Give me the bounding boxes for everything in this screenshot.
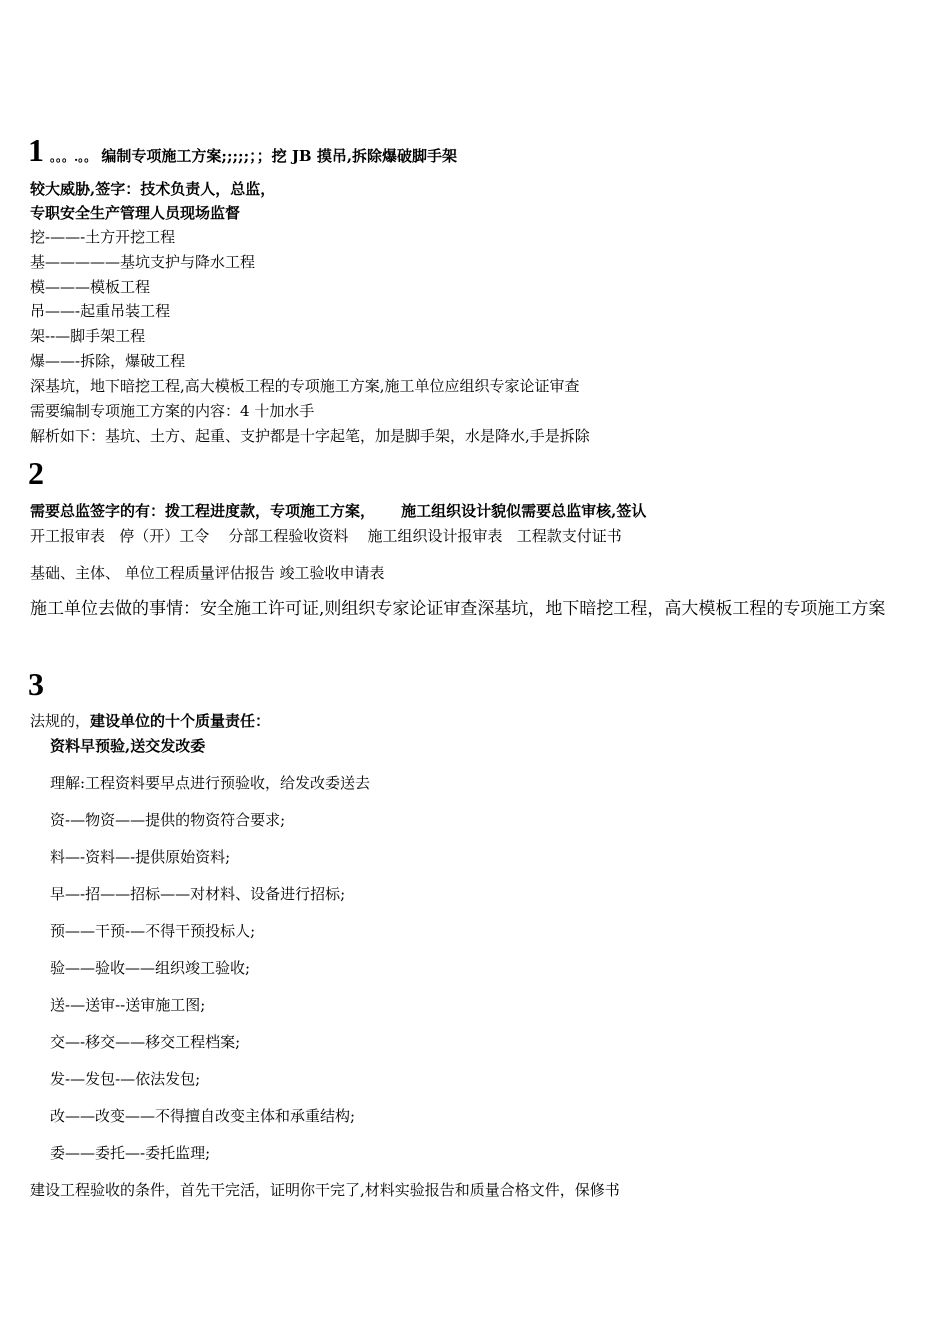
section1-item: 架--—脚手架工程 bbox=[30, 327, 146, 345]
section-number-2: 2 bbox=[28, 455, 44, 491]
section3-item: 早—-招——招标——对材料、设备进行招标; bbox=[50, 885, 346, 903]
section1-note: 解析如下：基坑、土方、起重、支护都是十字起笔，加是脚手架，水是降水,手是拆除 bbox=[30, 427, 590, 445]
section3-item: 预——干预-—不得干预投标人; bbox=[50, 922, 256, 940]
section3-item: 资-—物资——提供的物资符合要求; bbox=[50, 811, 286, 829]
section3-intro-plain: 法规的， bbox=[30, 712, 91, 730]
section2-row: 开工报审表 停（开）工令 分部工程验收资料 施工组织设计报审表 工程款支付证书 bbox=[30, 527, 622, 545]
section3-item: 验——验收——组织竣工验收; bbox=[50, 959, 251, 977]
section1-item: 吊——-起重吊装工程 bbox=[30, 302, 171, 320]
section1-note: 深基坑，地下暗挖工程,高大模板工程的专项施工方案,施工单位应组织专家论证审查 bbox=[30, 377, 580, 395]
section1-item: 爆——-拆除，爆破工程 bbox=[30, 352, 186, 370]
section3-item: 委——委托—-委托监理; bbox=[50, 1144, 211, 1162]
section1-note: 需要编制专项施工方案的内容：4 十加水手 bbox=[30, 402, 315, 420]
section1-item: 挖-——-土方开挖工程 bbox=[30, 228, 176, 246]
section3-closing: 建设工程验收的条件，首先干完活，证明你干完了,材料实验报告和质量合格文件，保修书 bbox=[30, 1181, 620, 1199]
section3-item: 送-—送审--送审施工图; bbox=[50, 996, 206, 1014]
section-number-1: 1 bbox=[28, 132, 44, 168]
section2-title: 需要总监签字的有：拨工程进度款，专项施工方案， 施工组织设计貌似需要总监审核,签认 bbox=[30, 502, 647, 520]
section3-item: 理解:工程资料要早点进行预验收，给发改委送去 bbox=[50, 774, 371, 792]
section1-dots: 。。。.。。 bbox=[50, 150, 97, 164]
section1-line2: 较大威胁,签字：技术负责人，总监， bbox=[30, 180, 276, 198]
section1-title-line bbox=[50, 146, 457, 167]
section3-item: 发-—发包-—依法发包; bbox=[50, 1070, 201, 1088]
section3-mnemonic: 资料早预验,送交发改委 bbox=[50, 737, 206, 755]
section1-item: 基—————基坑支护与降水工程 bbox=[30, 253, 256, 271]
section1-title: 编制专项施工方案;;;;;；；挖 JB 摸吊,拆除爆破脚手架 bbox=[101, 147, 458, 165]
section2-row: 基础、主体、 单位工程质量评估报告 竣工验收申请表 bbox=[30, 564, 385, 582]
section3-intro bbox=[30, 711, 270, 731]
section1-item: 模———模板工程 bbox=[30, 278, 151, 296]
section3-item: 料—-资料—-提供原始资料; bbox=[50, 848, 231, 866]
section3-item: 交—-移交——移交工程档案; bbox=[50, 1033, 241, 1051]
section3-item: 改——改变——不得擅自改变主体和承重结构; bbox=[50, 1107, 356, 1125]
section1-line3: 专职安全生产管理人员现场监督 bbox=[30, 204, 241, 222]
section2-paragraph: 施工单位去做的事情：安全施工许可证,则组织专家论证审查深基坑，地下暗挖工程，高大模板工程的专项施工方案 bbox=[30, 599, 886, 619]
section-number-3: 3 bbox=[28, 666, 44, 702]
section3-intro-bold: 建设单位的十个质量责任： bbox=[90, 712, 271, 730]
